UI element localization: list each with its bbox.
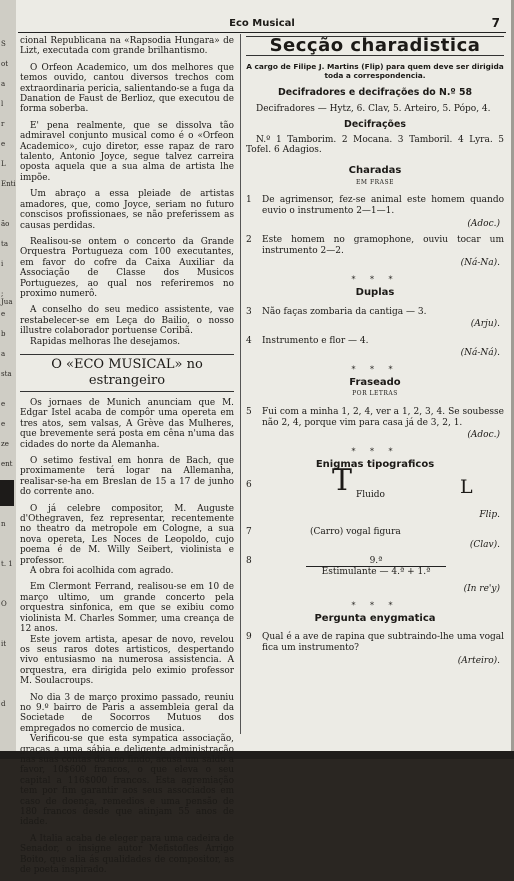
puzzle-item xyxy=(246,632,504,653)
puzzle-item xyxy=(246,307,504,318)
duplas-heading: Duplas xyxy=(355,286,395,298)
enigma-letter-l: L xyxy=(460,476,473,499)
puzzle-item xyxy=(246,195,504,216)
enigma-word: Fluido xyxy=(356,490,385,501)
puzzle-text: (Carro) vogal figura xyxy=(310,527,401,538)
paragraph: Em Clermont Ferrand, realisou-se em 10 de março ultimo, um grande concerto pela orquestra sinfonica, em que se exibiu como violinista M. Charles Sommer, uma creança de 12 anos. xyxy=(20,582,234,635)
decifracoes-answers: N.º 1 Tamborim. 2 Mocana. 3 Tamboril. 4 Lyra. 5 Tofel. 6 Adagios. xyxy=(246,134,504,156)
paragraph: A Italia acaba de eleger para uma cadeira de Senador, o insigne autor Mefistofles Arrigo Boito, que alia ás qualidades de compositor, as de poeta inspirado. xyxy=(20,833,234,876)
margin-dark-block xyxy=(0,480,14,506)
puzzle-text: Não faças zombaria da cantiga — 3. xyxy=(262,306,427,317)
paragraph: A obra foi acolhida com agrado. xyxy=(30,566,174,577)
enigma-letter-t: T xyxy=(332,463,353,499)
enigma-8 xyxy=(246,556,504,588)
puzzle-number: 7 xyxy=(246,527,252,538)
puzzle-number: 8 xyxy=(246,556,252,567)
margin-fragment: b xyxy=(1,330,6,338)
puzzle-number: 6 xyxy=(246,480,252,491)
puzzle-author: (Adoc.) xyxy=(467,218,500,229)
margin-fragment: ot xyxy=(1,60,9,68)
margin-fragment: ze xyxy=(1,440,9,448)
section-intro: A cargo de Filipe J. Martins (Flip) para quem deve ser dirigida toda a correspondencia. xyxy=(246,61,504,80)
margin-fragment: e xyxy=(1,140,6,148)
puzzle-text: Fui com a minha 1, 2, 4, ver a 1, 2, 3, 4. Se soubesse não 2, 4, porque vim para casa já de 3, 2, 1. xyxy=(262,407,504,428)
margin-fragment: l xyxy=(1,100,4,108)
margin-fragment: i xyxy=(1,260,4,268)
puzzle-number: 2 xyxy=(246,235,252,246)
margin-fragment: r xyxy=(1,120,5,128)
decifracoes-heading: Decifrações xyxy=(344,118,406,130)
page-number: 7 xyxy=(491,16,500,30)
ornament-stars: * * * xyxy=(351,600,399,610)
column-divider xyxy=(240,34,241,734)
margin-fragment: ent xyxy=(1,460,13,468)
margin-fragment: sta xyxy=(1,370,12,378)
puzzle-item xyxy=(246,235,504,256)
paragraph: A conselho do seu medico assistente, vae restabelecer-se em Leça do Bailio, o nosso illustre colaborador portuense Coribã. xyxy=(20,305,234,337)
margin-fragment: e xyxy=(1,310,6,318)
puzzle-text: Qual é a ave de rapina que subtraindo-lhe uma vogal fica um instrumento? xyxy=(262,632,504,654)
paragraph: Um abraço a essa pleiade de artistas amadores, que, como Joyce, seriam no futuro conscisos profissionaes, se não preferissem as causas perdidas. xyxy=(20,189,234,231)
margin-fragment: a xyxy=(1,80,6,88)
paragraph: Realisou-se ontem o concerto da Grande Orquestra Portugueza com 100 executantes, em favor do cofre da Caixa Auxiliar da Associação de Classe dos Musicos Portuguezes, ao qual nos referiremos no proximo numerô. xyxy=(20,236,234,299)
puzzle-text: De agrimensor, fez-se animal este homem quando euvio o instrumento 2—1—1. xyxy=(262,195,504,216)
running-header xyxy=(18,18,506,33)
charadas-heading: Charadas xyxy=(348,165,402,177)
paragraph: No dia 3 de março proximo passado, reuniu no 9.º bairro de Paris a assembleia geral da Societade de Socorros Mutuos dos empregados no comercio de musica. xyxy=(20,692,234,734)
margin-fragment: e xyxy=(1,400,6,408)
paragraph: Este jovem artista, apesar de novo, revelou os seus raros dotes artisticos, despertando vivo entusiasmo na numerosa assistencia. A orquestra, era dirigida pelo eximio professor M. Soulacroups. xyxy=(20,634,234,687)
puzzle-text: Este homem no gramophone, ouviu tocar um instrumento 2—2. xyxy=(262,235,504,256)
margin-fragment: Enti xyxy=(1,180,16,188)
margin-fragment: L xyxy=(1,160,6,168)
decifradores-heading: Decifradores e decifrações do N.º 58 xyxy=(277,86,473,98)
margin-fragment: O xyxy=(1,600,7,608)
fraction-numerator: 9.ª xyxy=(306,556,446,567)
charadas-subheading: EM FRASE xyxy=(356,178,394,186)
margin-fragment: ; Jua xyxy=(1,290,13,306)
fraseado-subheading: POR LETRAS xyxy=(352,390,398,398)
margin-fragment: a xyxy=(1,350,6,358)
paragraph: Verificou-se que esta sympatica associação, graças a uma sábia e deligente administração nas suas contas do ano findo, acusa um saldo a favor, 10$600 francos, o que eleva o seu capital a 116$000 francos. Esta agremiação tem por fim garantir aos seus associados em caso de doença, remedios e uma pensão de 180 francos desde que atinjam 55 anos de idade. xyxy=(20,734,234,828)
enigma-fraction xyxy=(306,556,446,578)
puzzle-author: (Arteiro). xyxy=(457,655,500,666)
puzzle-author: Flip. xyxy=(479,510,500,521)
paragraph: E' pena realmente, que se dissolva tão admiravel conjunto musical como é o «Orfeon Academico», cujo diretor, esse rapaz de raro talento, Antonio Joyce, segue talvez carreira oposta aquela que a sua alma de artista lhe impõe. xyxy=(20,120,234,183)
puzzle-number: 3 xyxy=(246,306,252,317)
puzzle-item xyxy=(246,407,504,428)
puzzle-text: Instrumento e flor — 4. xyxy=(262,335,369,346)
margin-fragment: it xyxy=(1,640,7,648)
margin-fragment: t. 1 xyxy=(1,560,13,568)
puzzle-author: (Ná-Na). xyxy=(460,258,500,269)
paragraph: O já celebre compositor, M. Auguste d'Othegraven, fez representar, recentemente no theatro da metropole em Cologne, a sua nova opereta, Les Noces de Leopoldo, cujo poema é de M. Willy Seibert, violinista e professor. xyxy=(20,503,234,566)
ornament-stars: * * * xyxy=(351,364,399,374)
fraction-denominator: Estimulante — 4.ª + 1.ª xyxy=(321,567,431,578)
pergunta-heading: Pergunta enygmatica xyxy=(314,612,436,624)
left-column xyxy=(20,36,234,881)
paragraph: Os jornaes de Munich anunciam que M. Edgar Istel acaba de compôr uma opereta em tres atos, sem valsas, A Grève das Mulheres, que brevemente será posta em cêna n'uma das cidades do norte da Alemanha. xyxy=(20,397,234,450)
paragraph: O Orfeon Academico, um dos melhores que temos ouvido, cantou diversos trechos com extraordinaria pericia, salientando-se a fuga da Danation de Faust de Berlioz, que executou de forma soberba. xyxy=(20,62,235,115)
paragraph: O setimo festival em honra de Bach, que proximamente terá logar na Allemanha, realisar-se-ha em Breslan de 15 a 17 de junho do corrente ano. xyxy=(20,456,234,498)
margin-fragment: n xyxy=(1,520,6,528)
paragraph: Rapidas melhoras lhe desejamos. xyxy=(30,336,181,347)
section-title: Secção charadistica xyxy=(246,36,504,56)
puzzle-author: (Arju). xyxy=(470,319,500,330)
enigmas-heading: Enigmas tipograficos xyxy=(315,458,435,470)
puzzle-author: (In re'y) xyxy=(463,584,500,595)
section-title: O «ECO MUSICAL» no estrangeiro xyxy=(20,354,234,392)
puzzle-author: (Clav). xyxy=(469,539,500,550)
ornament-stars: * * * xyxy=(351,446,399,456)
fraseado-heading: Fraseado xyxy=(349,376,401,388)
ornament-stars: * * * xyxy=(351,274,399,284)
puzzle-number: 1 xyxy=(246,195,252,206)
puzzle-number: 9 xyxy=(246,632,252,643)
decifradores-list: Decifradores — Hytz, 6. Clav, 5. Arteiro, 5. Pópo, 4. xyxy=(256,104,491,115)
puzzle-author: (Ná-Ná). xyxy=(460,348,500,359)
puzzle-item xyxy=(246,336,504,347)
puzzle-author: (Adoc.) xyxy=(467,430,500,441)
puzzle-number: 4 xyxy=(246,335,252,346)
margin-fragment: d xyxy=(1,700,6,708)
right-column xyxy=(246,36,504,672)
paragraph: cional Republicana na «Rapsodia Hungara» de Lizt, executada com grande brilhantismo. xyxy=(20,36,234,57)
margin-fragment: ão xyxy=(1,220,10,228)
adjacent-page-margin xyxy=(0,0,16,759)
margin-fragment: S xyxy=(1,40,6,48)
running-title: Eco Musical xyxy=(229,18,295,29)
puzzle-number: 5 xyxy=(246,407,252,418)
margin-fragment: e xyxy=(1,420,6,428)
puzzle-item xyxy=(246,527,504,538)
margin-fragment: ta xyxy=(1,240,8,248)
